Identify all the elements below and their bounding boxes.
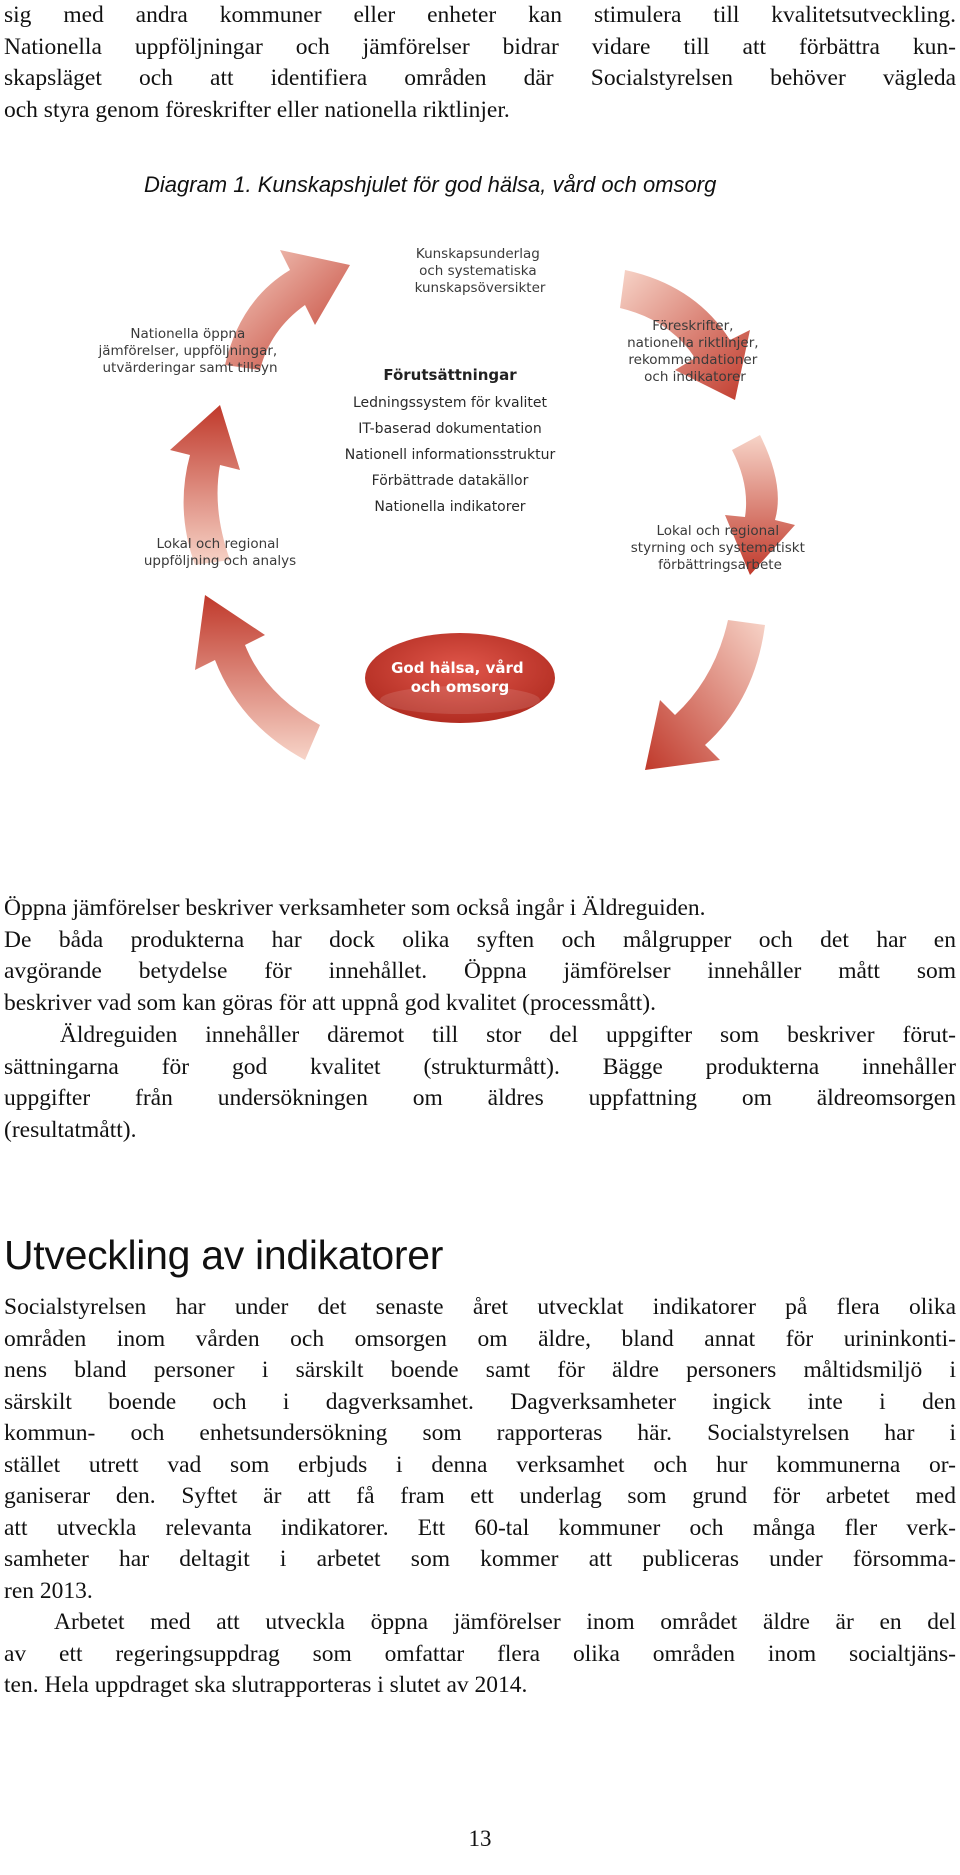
text-line: kommun- och enhetsundersökning som rapporteras här. Socialstyrelsen har i: [4, 1420, 956, 1446]
cycle-arrow: [195, 595, 320, 760]
node-label-right-bottom: Lokal och regional styrning och systematiskt förbättringsarbete: [630, 523, 805, 573]
text-line: nens bland personer i särskilt boende samt för äldre personers måltidsmiljö i: [4, 1357, 956, 1383]
text-line: samheter har deltagit i arbetet som kommer att publiceras under försomma-: [4, 1546, 956, 1572]
paragraph: [4, 1020, 956, 1146]
intro-paragraph: [4, 0, 956, 126]
knowledge-wheel-diagram: [98, 230, 840, 870]
text-line: Öppna jämförelser beskriver verksamheter som också ingår i Äldreguiden.: [4, 895, 706, 921]
text-line: och styra genom föreskrifter eller nationella riktlinjer.: [4, 96, 510, 123]
center-item: IT-baserad dokumentation: [358, 421, 542, 437]
section-heading: Utveckling av indikatorer: [4, 1232, 444, 1278]
node-label-left-top: Nationella öppna jämförelser, uppföljningar, utvärderingar samt tillsyn: [98, 326, 278, 376]
text-line: särskilt boende och i dagverksamhet. Dagverksamheter ingick inte i den: [4, 1388, 956, 1415]
text-line: ten. Hela uppdraget ska slutrapporteras i slutet av 2014.: [4, 1672, 528, 1698]
text-line: uppgifter från undersökningen om äldres uppfattning om äldreomsorgen: [4, 1085, 956, 1111]
text-line: stället utrett vad som erbjuds i denna verksamhet och hur kommunerna or-: [4, 1451, 956, 1478]
page-number: 13: [468, 1826, 492, 1851]
text-line: sig med andra kommuner eller enheter kan stimulera till kvalitetsutveckling.: [4, 2, 956, 28]
text-line: Äldreguiden innehåller däremot till stor del uppgifter som beskriver förut-: [4, 1022, 956, 1048]
text-line: avgörande betydelse för innehållet. Öppna jämförelser innehåller mått som: [4, 958, 956, 984]
center-item: Förbättrade datakällor: [371, 473, 529, 489]
text-line: beskriver vad som kan göras för att uppnå god kvalitet (processmått).: [4, 989, 656, 1016]
text-line: skapsläget och att identifiera områden där Socialstyrelsen behöver vägleda: [4, 65, 956, 91]
text-line: (resultatmått).: [4, 1116, 137, 1143]
text-line: ren 2013.: [4, 1577, 93, 1604]
goal-label: God hälsa, vård och omsorg: [391, 659, 524, 696]
node-label-top: Kunskapsunderlag och systematiska kunskapsöversikter: [414, 246, 546, 296]
paragraph: [4, 893, 956, 1019]
paragraph: [4, 1607, 956, 1702]
text-line: Nationella uppföljningar och jämförelser bidrar vidare till att förbättra kun-: [4, 33, 956, 60]
center-item: Ledningssystem för kvalitet: [353, 395, 547, 411]
cycle-arrow: [645, 620, 765, 770]
node-label-left-bottom: Lokal och regional uppföljning och analys: [143, 536, 297, 569]
figure-caption: Diagram 1. Kunskapshjulet för god hälsa, vård och omsorg: [144, 172, 717, 197]
text-line: ganiserar den. Syftet är att få fram ett underlag som grund för arbetet med: [4, 1483, 956, 1509]
text-line: Socialstyrelsen har under det senaste året utvecklat indikatorer på flera olika: [4, 1294, 956, 1320]
text-line: De båda produkterna har dock olika syften och målgrupper och det har en: [4, 926, 956, 953]
center-title: Förutsättningar: [383, 366, 517, 384]
center-item: Nationell informationsstruktur: [344, 447, 556, 463]
text-line: sättningarna för god kvalitet (strukturmått). Bägge produkterna innehåller: [4, 1053, 956, 1080]
text-line: Arbetet med att utveckla öppna jämförelser inom området äldre är en del: [4, 1609, 956, 1635]
text-line: områden inom vården och omsorgen om äldre, bland annat för urininkonti-: [4, 1325, 956, 1352]
text-line: av ett regeringsuppdrag som omfattar flera olika områden inom socialtjäns-: [4, 1640, 956, 1667]
node-label-right-top: Föreskrifter, nationella riktlinjer, rekommendationer och indikatorer: [627, 318, 759, 385]
paragraph: [4, 1292, 956, 1607]
text-line: att utveckla relevanta indikatorer. Ett 60-tal kommuner och många fler verk-: [4, 1514, 956, 1541]
center-item: Nationella indikatorer: [374, 499, 526, 515]
